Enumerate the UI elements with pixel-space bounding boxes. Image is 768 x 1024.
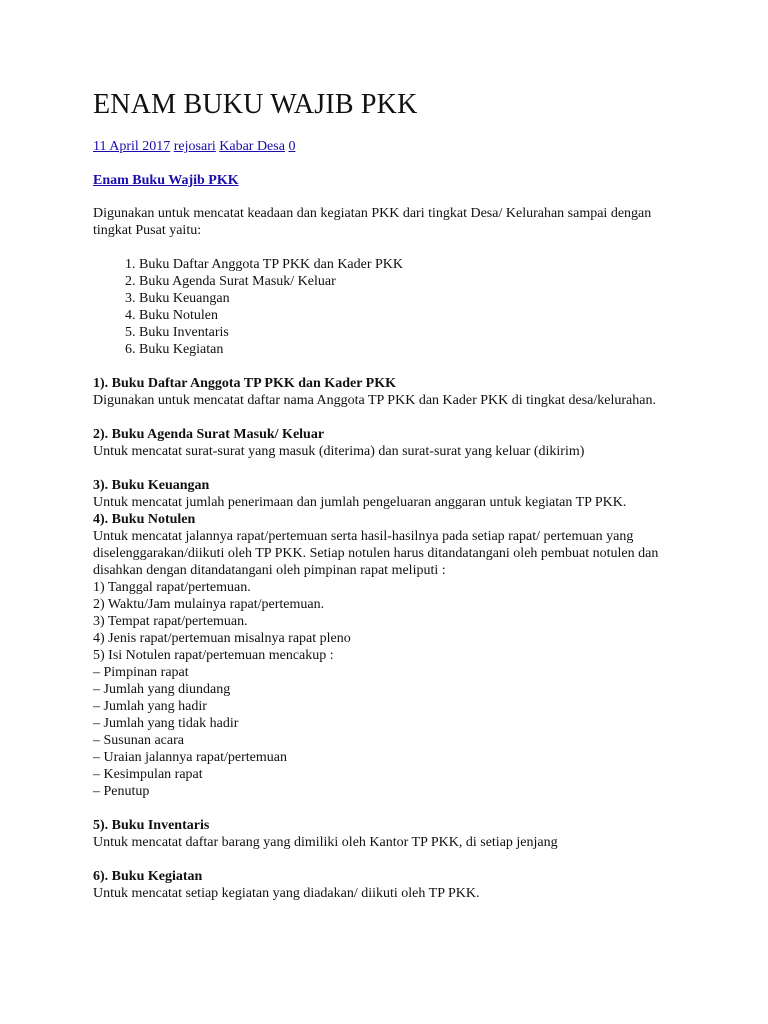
- section-6: [93, 868, 693, 902]
- post-author-link[interactable]: rejosari: [173, 139, 216, 154]
- list-item: 6. Buku Kegiatan: [139, 341, 693, 358]
- section-2: [93, 426, 693, 460]
- section-heading: 4). Buku Notulen: [93, 512, 196, 527]
- list-item: – Jumlah yang hadir: [93, 699, 207, 714]
- post-date-link[interactable]: 11 April 2017: [93, 139, 171, 154]
- list-item: – Pimpinan rapat: [93, 665, 189, 680]
- section-heading: 1). Buku Daftar Anggota TP PKK dan Kader PKK: [93, 376, 396, 391]
- page-title: ENAM BUKU WAJIB PKK: [93, 89, 418, 120]
- list-item: – Uraian jalannya rapat/pertemuan: [93, 750, 287, 765]
- section-heading: 2). Buku Agenda Surat Masuk/ Keluar: [93, 427, 325, 442]
- section-5: [93, 817, 693, 851]
- section-text: Digunakan untuk mencatat daftar nama Anggota TP PKK dan Kader PKK di tingkat desa/kelurahan.: [93, 393, 656, 408]
- article-body: [93, 205, 693, 919]
- list-item: – Jumlah yang tidak hadir: [93, 716, 239, 731]
- section-heading: 3). Buku Keuangan: [93, 478, 210, 493]
- list-item: 2) Waktu/Jam mulainya rapat/pertemuan.: [93, 597, 325, 612]
- list-item: 4) Jenis rapat/pertemuan misalnya rapat pleno: [93, 631, 351, 646]
- list-item: 5) Isi Notulen rapat/pertemuan mencakup :: [93, 648, 334, 663]
- list-item: 3. Buku Keuangan: [139, 290, 693, 307]
- list-item: 1. Buku Daftar Anggota TP PKK dan Kader PKK: [139, 256, 693, 273]
- post-category-link[interactable]: Kabar Desa: [219, 139, 285, 154]
- section-1: [93, 375, 693, 409]
- post-comments-link[interactable]: 0: [288, 139, 296, 154]
- list-item: 5. Buku Inventaris: [139, 324, 693, 341]
- section-heading: 5). Buku Inventaris: [93, 818, 210, 833]
- list-item: 3) Tempat rapat/pertemuan.: [93, 614, 248, 629]
- list-item: 1) Tanggal rapat/pertemuan.: [93, 580, 251, 595]
- section-3: [93, 477, 693, 511]
- list-item: – Jumlah yang diundang: [93, 682, 231, 697]
- post-meta: [93, 138, 295, 155]
- list-item: 2. Buku Agenda Surat Masuk/ Keluar: [139, 273, 693, 290]
- list-item: 4. Buku Notulen: [139, 307, 693, 324]
- section-text: Untuk mencatat surat-surat yang masuk (diterima) dan surat-surat yang keluar (dikirim): [93, 444, 585, 459]
- list-item: – Penutup: [93, 784, 150, 799]
- article-subtitle-link[interactable]: Enam Buku Wajib PKK: [93, 173, 239, 188]
- article-subtitle: [93, 172, 239, 189]
- intro-paragraph: Digunakan untuk mencatat keadaan dan kegiatan PKK dari tingkat Desa/ Kelurahan sampai dengan tingkat Pusat yaitu:: [93, 206, 652, 238]
- section-text: Untuk mencatat daftar barang yang dimiliki oleh Kantor TP PKK, di setiap jenjang: [93, 835, 558, 850]
- section-text: Untuk mencatat setiap kegiatan yang diadakan/ diikuti oleh TP PKK.: [93, 886, 480, 901]
- section-4: [93, 511, 693, 800]
- list-item: – Susunan acara: [93, 733, 184, 748]
- section-text: Untuk mencatat jalannya rapat/pertemuan serta hasil-hasilnya pada setiap rapat/ pertemuan yang diselenggarakan/diikuti oleh TP PKK. Setiap notulen harus ditandatangani oleh pembuat notulen dan disahkan dengan ditandatangani oleh pimpinan rapat meliputi :: [93, 529, 659, 578]
- books-list: [93, 256, 693, 358]
- section-heading: 6). Buku Kegiatan: [93, 869, 203, 884]
- notulen-items: [93, 579, 693, 800]
- section-text: Untuk mencatat jumlah penerimaan dan jumlah pengeluaran anggaran untuk kegiatan TP PKK.: [93, 495, 627, 510]
- list-item: – Kesimpulan rapat: [93, 767, 203, 782]
